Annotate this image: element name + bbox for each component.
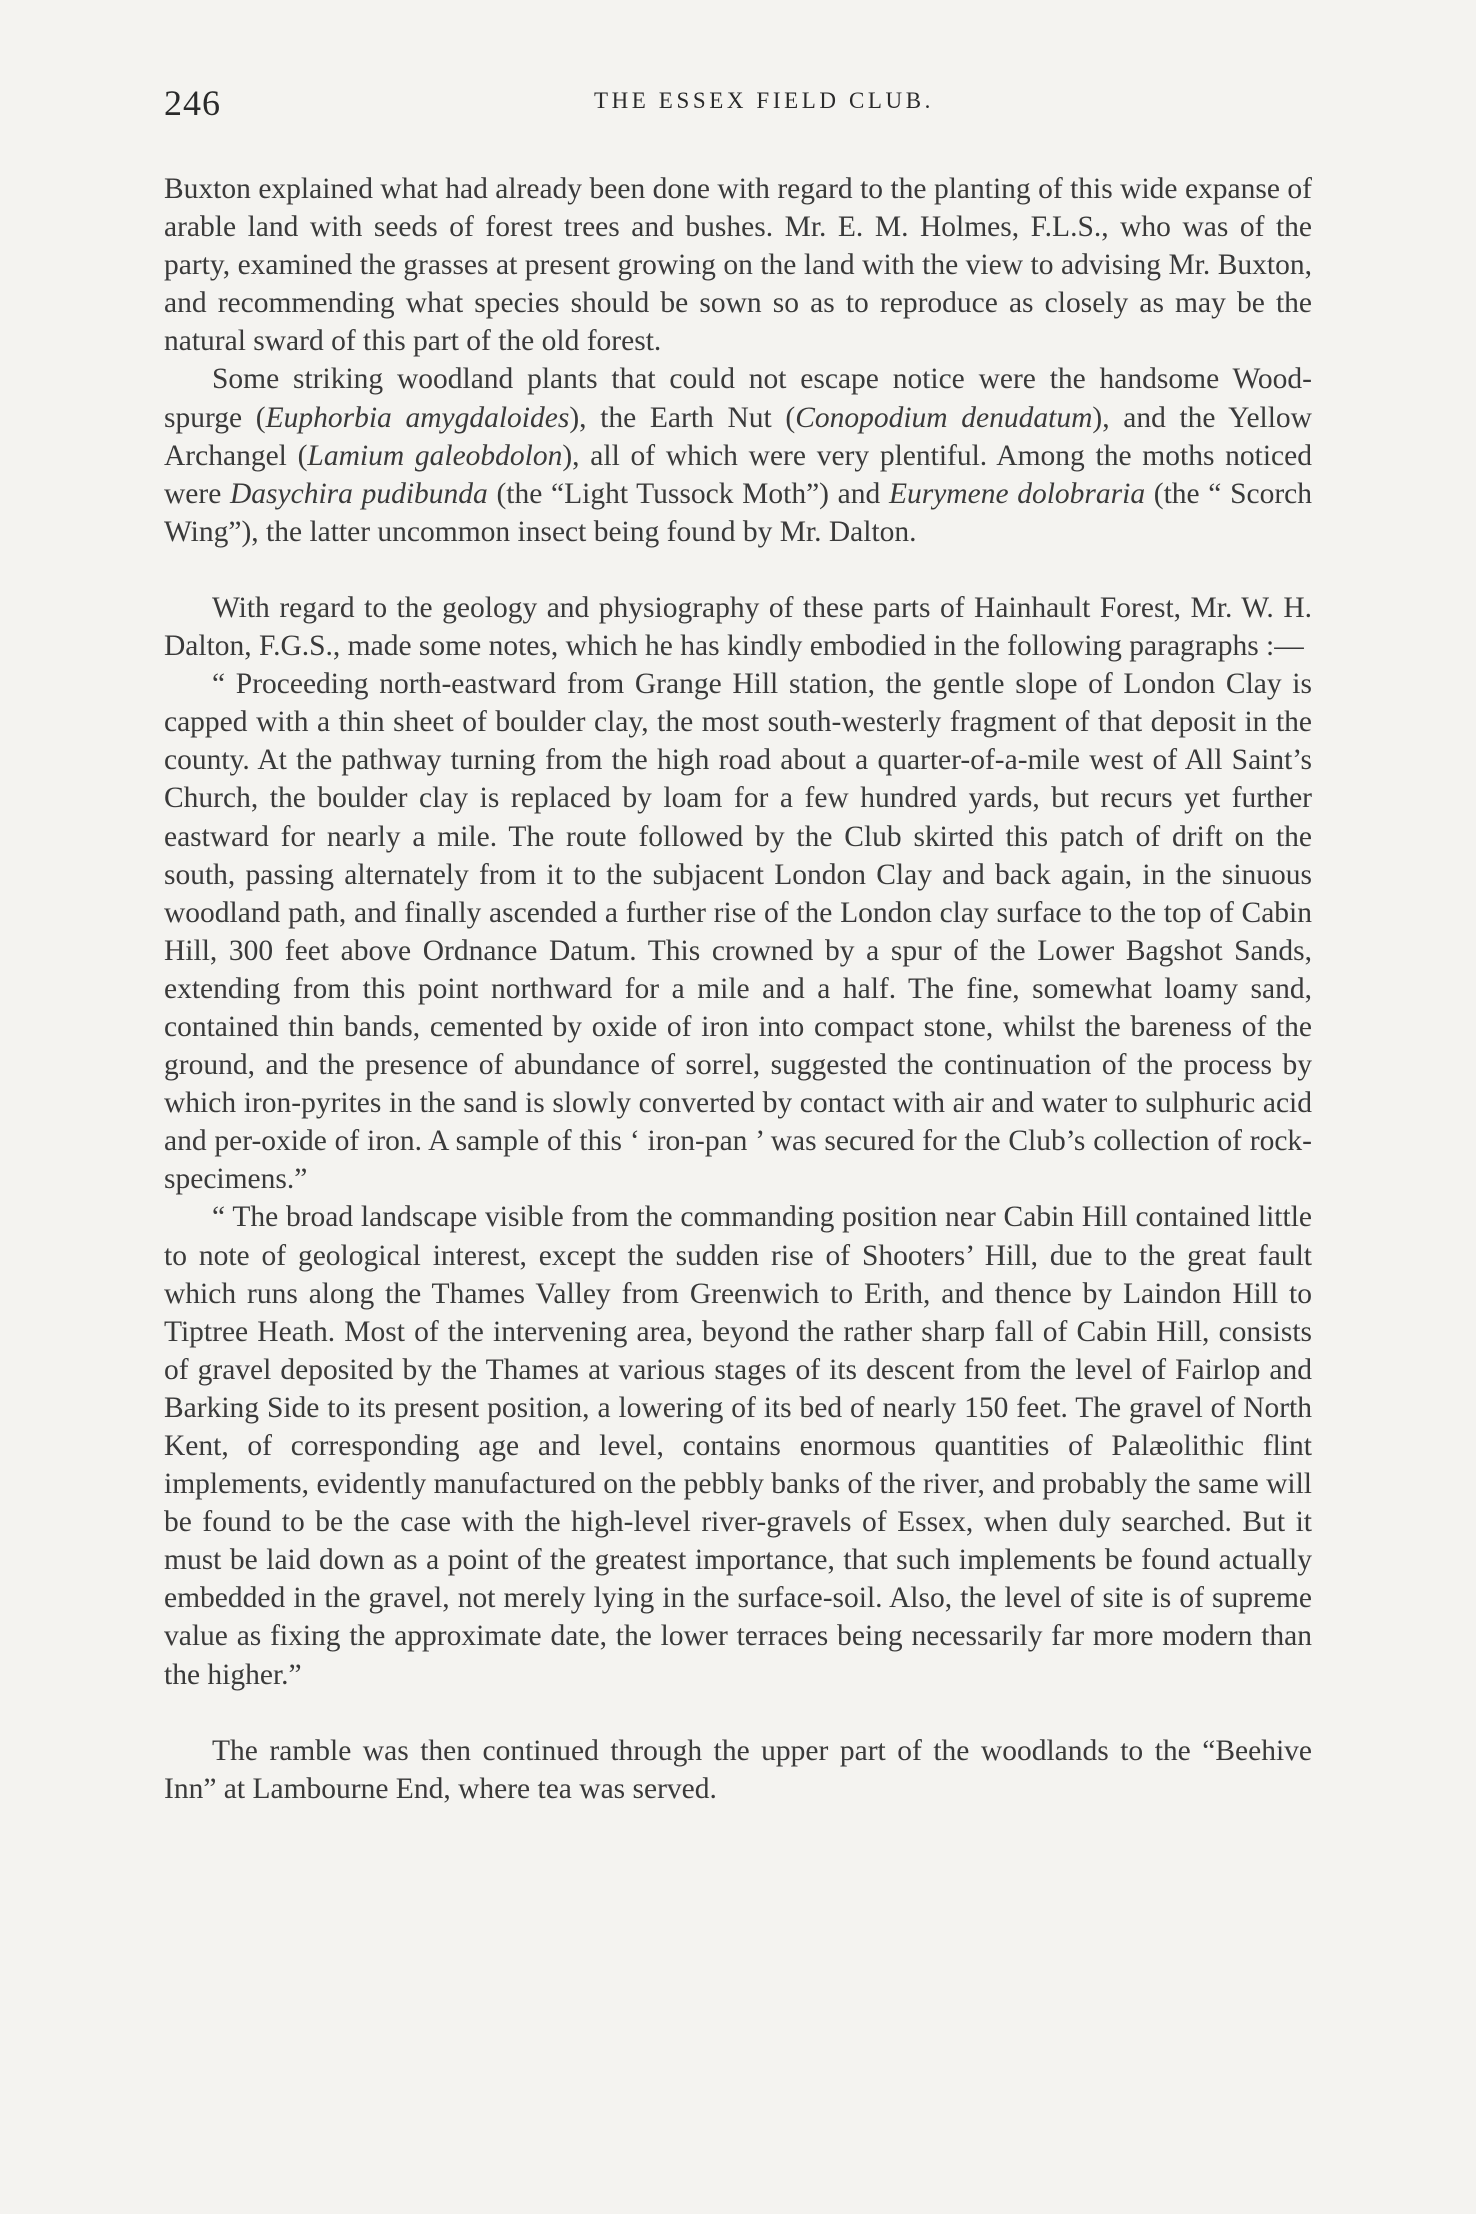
paragraph xyxy=(164,1732,1312,1808)
text-run: ), and the Yellow Archangel ( xyxy=(164,401,1312,472)
text-run: With regard to the geology and physiography of these parts of Hainhault Forest, Mr. W. H. Dalton, F.G.S., made some notes, which he has kindly embodied in the following paragraphs :— xyxy=(164,591,1312,663)
running-head: THE ESSEX FIELD CLUB. xyxy=(593,88,935,113)
text-run: The ramble was then continued through the upper part of the woodlands to the “Beehive Inn” at Lambourne End, where tea was served. xyxy=(164,1734,1312,1805)
text-run: ), the Earth Nut ( xyxy=(569,401,796,434)
text-run: Some striking woodland plants that could not escape notice were the handsome Wood-spurge ( xyxy=(164,363,1312,434)
page-header xyxy=(164,82,1304,132)
italic-species-name: Lamium galeobdolon xyxy=(307,439,563,472)
text-run: “ Proceeding north-eastward from Grange Hill station, the gentle slope of London Clay is capped with a thin sheet of boulder clay, the most south-westerly fragment of that deposit in the county. At the pathway turning from the high road about a quarter-of-a-mile west of All Saint’s Church, the boulder clay is replaced by loam for a few hundred yards, but recurs yet further eastward for nearly a mile. The route followed by the Club skirted this patch of drift on the south, passing alternately from it to the subjacent London Clay and back again, in the sinuous woodland path, and finally ascended a further rise of the London clay surface to the top of Cabin Hill, 300 feet above Ordnance Datum. This crowned by a spur of the Lower Bagshot Sands, extending from this point northward for a mile and a half. The fine, somewhat loamy sand, contained thin bands, cemented by oxide of iron into compact stone, whilst the bareness of the ground, and the presence of abundance of sorrel, suggested the continuation of the process by which iron-pyrites in the sand is slowly converted by contact with air and water to sulphuric acid and per-oxide of iron. A sample of this ‘ iron-pan ’ was secured for the Club’s collection of rock-specimens.” xyxy=(164,668,1312,1196)
paragraph xyxy=(164,589,1312,665)
italic-species-name: Conopodium denudatum xyxy=(795,401,1093,434)
italic-species-name: Dasychira pudibunda xyxy=(230,477,488,510)
body-text xyxy=(164,170,1312,1808)
paragraph xyxy=(164,665,1312,1198)
italic-species-name: Eurymene dolobraria xyxy=(888,477,1146,510)
page-number: 246 xyxy=(164,83,221,123)
text-run: Buxton explained what had already been done with regard to the planting of this wide expanse of arable land with seeds of forest trees and bushes. Mr. E. M. Holmes, F.L.S., who was of the party, examined the grasses at present growing on the land with the view to advising Mr. Buxton, and recommending what species should be sown so as to reproduce as closely as may be the natural sward of this part of the old forest. xyxy=(164,173,1312,358)
paragraph xyxy=(164,1198,1312,1693)
paragraph xyxy=(164,170,1312,360)
text-run: (the “ Scorch Wing”), the latter uncommon insect being found by Mr. Dalton. xyxy=(164,477,1313,548)
text-run: (the “Light Tussock Moth”) and xyxy=(487,477,889,510)
paragraph xyxy=(164,360,1312,550)
text-run: ), all of which were very plentiful. Among the moths noticed were xyxy=(164,439,1312,510)
italic-species-name: Euphorbia amygdaloides xyxy=(265,401,570,434)
text-run: “ The broad landscape visible from the commanding position near Cabin Hill contained little to note of geological interest, except the sudden rise of Shooters’ Hill, due to the great fault which runs along the Thames Valley from Greenwich to Erith, and thence by Laindon Hill to Tiptree Heath. Most of the intervening area, beyond the rather sharp fall of Cabin Hill, consists of gravel deposited by the Thames at various stages of its descent from the level of Fairlop and Barking Side to its present position, a lowering of its bed of nearly 150 feet. The gravel of North Kent, of corresponding age and level, contains enormous quantities of Palæolithic flint implements, evidently manufactured on the pebbly banks of the river, and probably the same will be found to be the case with the high-level river-gravels of Essex, when duly searched. But it must be laid down as a point of the greatest importance, that such implements be found actually embedded in the gravel, not merely lying in the surface-soil. Also, the level of site is of supreme value as fixing the approximate date, the lower terraces being necessarily far more modern than the higher.” xyxy=(164,1201,1312,1691)
